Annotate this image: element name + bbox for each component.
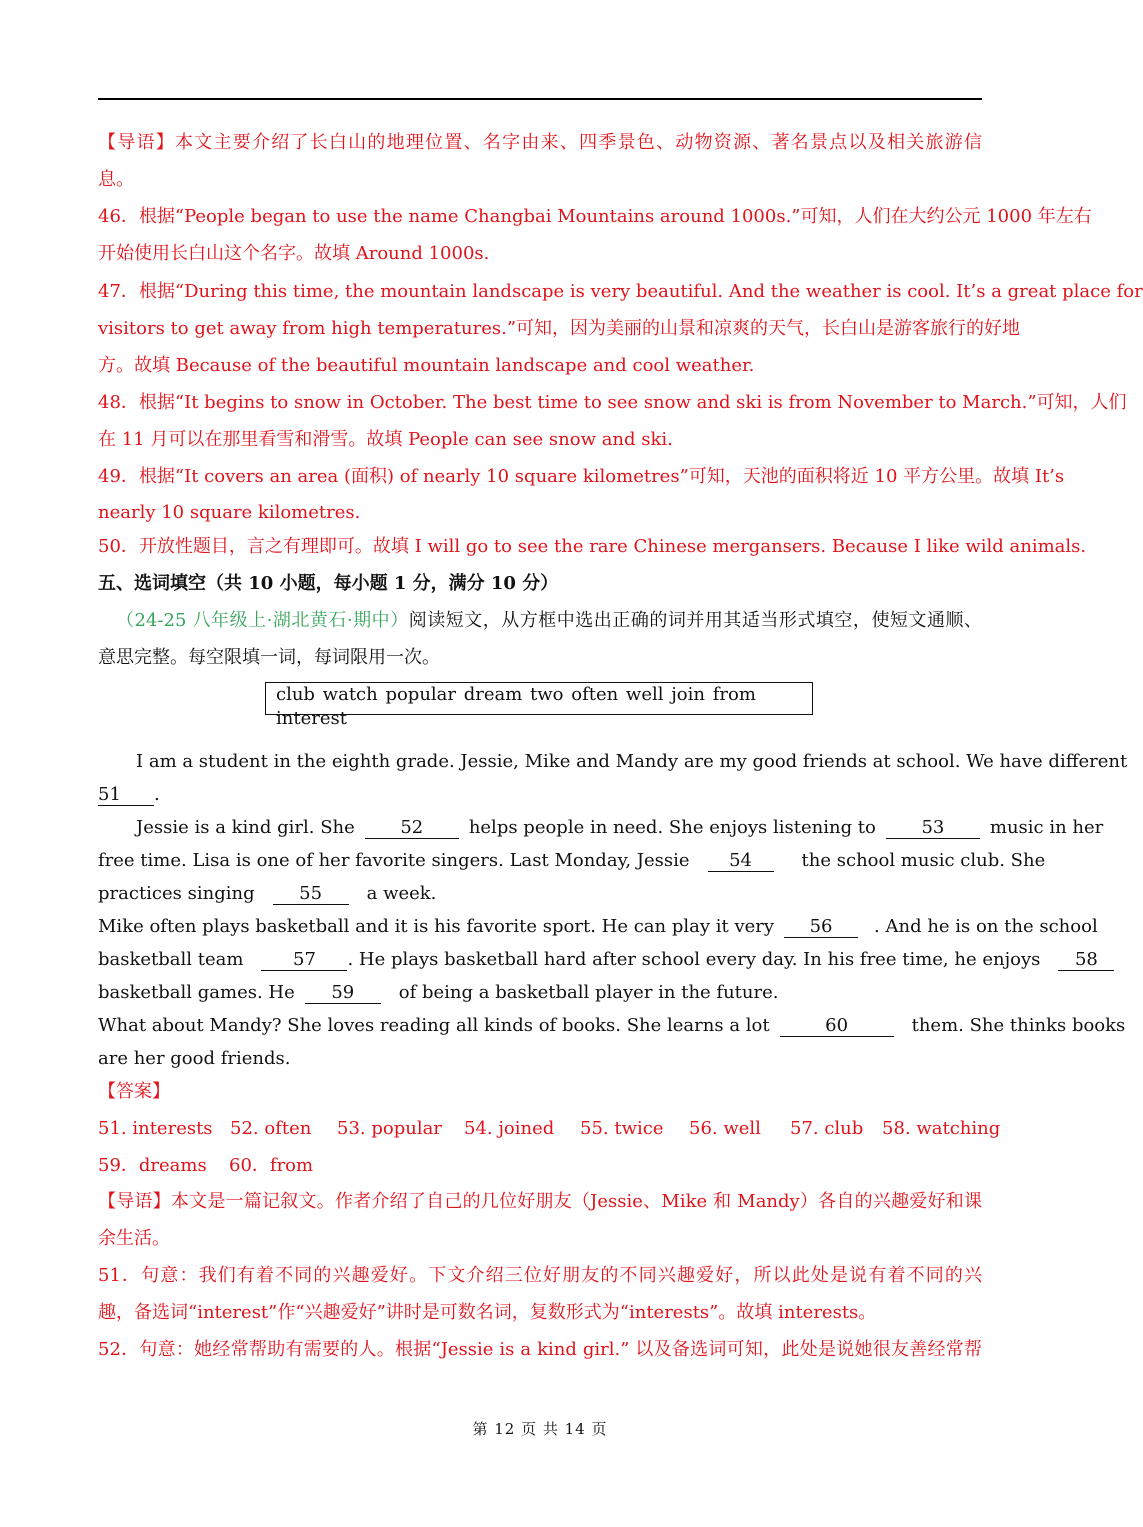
guide-passage-line1: 【导语】本文是一篇记叙文。作者介绍了自己的几位好朋友（Jessie、Mike 和 Mandy）各自的兴趣爱好和课 <box>98 1191 982 1212</box>
word-box <box>265 682 813 729</box>
passage-line4 <box>98 849 1046 873</box>
passage-line9 <box>98 1014 1126 1038</box>
blank-51[interactable]: 51 <box>98 785 154 806</box>
q51-line2: 趣，备选词“interest”作“兴趣爱好”讲时是可数名词，复数形式为“interests”。故填 interests。 <box>98 1302 877 1323</box>
passage-text: helps people in need. She enjoys listening to <box>468 817 876 838</box>
q46-line2: 开始使用长白山这个名字。故填 Around 1000s. <box>98 243 490 264</box>
passage-text: of being a basketball player in the future. <box>398 982 779 1003</box>
passage-line5 <box>98 882 982 906</box>
q48-line2: 在 11 月可以在那里看雪和滑雪。故填 People can see snow and ski. <box>98 429 673 450</box>
answer-57: 57. club <box>790 1118 864 1139</box>
source-tag: （24-25 八年级上·湖北黄石·期中） <box>116 610 409 631</box>
passage-text: . He plays basketball hard after school every day. In his free time, he enjoys <box>347 949 1041 970</box>
passage-text: Jessie is a kind girl. She <box>136 817 355 838</box>
answer-60: 60．from <box>229 1155 314 1176</box>
blank-58[interactable]: 58 <box>1058 950 1114 971</box>
passage-text: What about Mandy? She loves reading all kinds of books. She learns a lot <box>98 1015 770 1036</box>
word-box-text: club watch popular dream two often well join from interest <box>276 684 756 729</box>
blank-60[interactable]: 60 <box>780 1016 894 1037</box>
passage-text: basketball team <box>98 949 244 970</box>
passage-text: Mike often plays basketball and it is his favorite sport. He can play it very <box>98 916 775 937</box>
answer-59: 59．dreams <box>98 1155 207 1176</box>
header-rule <box>98 98 982 100</box>
instruction-line1 <box>116 609 982 633</box>
q47-line3: 方。故填 Because of the beautiful mountain landscape and cool weather. <box>98 355 755 376</box>
q47-line2: visitors to get away from high temperatures.”可知，因为美丽的山景和凉爽的天气，长白山是游客旅行的好地 <box>98 318 1021 339</box>
passage-text: free time. Lisa is one of her favorite singers. Last Monday, Jessie <box>98 850 690 871</box>
passage-line10: are her good friends. <box>98 1048 291 1069</box>
passage-line6 <box>98 915 1098 939</box>
passage-text: the school music club. She <box>801 850 1046 871</box>
passage-line8 <box>98 981 982 1005</box>
passage-text: . And he is on the school <box>874 916 1098 937</box>
answer-58: 58. watching <box>882 1118 1001 1139</box>
q48-line1: 48．根据“It begins to snow in October. The best time to see snow and ski is from November to March.”可知，人们 <box>98 392 1127 413</box>
answer-55: 55. twice <box>580 1118 664 1139</box>
instruction-line2: 意思完整。每空限填一词，每词限用一次。 <box>98 647 440 668</box>
passage-line1: I am a student in the eighth grade. Jessie, Mike and Mandy are my good friends at school. We have different <box>136 751 1128 772</box>
q51-line1: 51．句意：我们有着不同的兴趣爱好。下文介绍三位好朋友的不同兴趣爱好，所以此处是说有着不同的兴 <box>98 1265 982 1286</box>
section-heading: 五、选词填空（共 10 小题，每小题 1 分，满分 10 分） <box>98 573 559 594</box>
guide-passage-line2: 余生活。 <box>98 1228 170 1249</box>
blank-56[interactable]: 56 <box>784 917 858 938</box>
answer-53: 53. popular <box>337 1118 442 1139</box>
passage-text: practices singing <box>98 883 255 904</box>
passage-text: music in her <box>989 817 1104 838</box>
passage-text: them. She thinks books <box>911 1015 1126 1036</box>
passage-text: a week. <box>366 883 437 904</box>
q46-line1: 46．根据“People began to use the name Changbai Mountains around 1000s.”可知，人们在大约公元 1000 年左右 <box>98 206 1092 227</box>
blank-52[interactable]: 52 <box>365 818 459 839</box>
answer-51: 51. interests <box>98 1118 213 1139</box>
passage-text: basketball games. He <box>98 982 295 1003</box>
guide-intro-line2: 息。 <box>98 169 134 190</box>
q52-line: 52．句意：她经常帮助有需要的人。根据“Jessie is a kind girl.” 以及备选词可知，此处是说她很友善经常帮 <box>98 1339 982 1360</box>
page-footer: 第 12 页 共 14 页 <box>472 1420 608 1438</box>
passage-line7 <box>98 948 1098 972</box>
passage-line2 <box>98 783 982 807</box>
blank-54[interactable]: 54 <box>708 851 774 872</box>
passage-period: . <box>154 784 160 805</box>
answer-label: 【答案】 <box>98 1081 170 1102</box>
blank-55[interactable]: 55 <box>273 884 349 905</box>
q49-line1: 49．根据“It covers an area (面积) of nearly 10 square kilometres”可知，天池的面积将近 10 平方公里。故填 It’s <box>98 466 1065 487</box>
blank-59[interactable]: 59 <box>305 983 381 1004</box>
passage-line3 <box>136 816 1104 840</box>
guide-intro-line1: 【导语】本文主要介绍了长白山的地理位置、名字由来、四季景色、动物资源、著名景点以及相关旅游信 <box>98 132 982 153</box>
q50-line: 50．开放性题目，言之有理即可。故填 I will go to see the rare Chinese mergansers. Because I like wild animals. <box>98 536 1087 557</box>
instruction-text: 阅读短文，从方框中选出正确的词并用其适当形式填空，使短文通顺、 <box>408 610 982 631</box>
blank-57[interactable]: 57 <box>261 950 347 971</box>
answer-52: 52. often <box>230 1118 312 1139</box>
q47-line1: 47．根据“During this time, the mountain landscape is very beautiful. And the weather is cool. It’s a great place for <box>98 281 1143 302</box>
answer-56: 56. well <box>689 1118 761 1139</box>
blank-53[interactable]: 53 <box>886 818 980 839</box>
q49-line2: nearly 10 square kilometres. <box>98 502 361 523</box>
answer-54: 54. joined <box>464 1118 555 1139</box>
